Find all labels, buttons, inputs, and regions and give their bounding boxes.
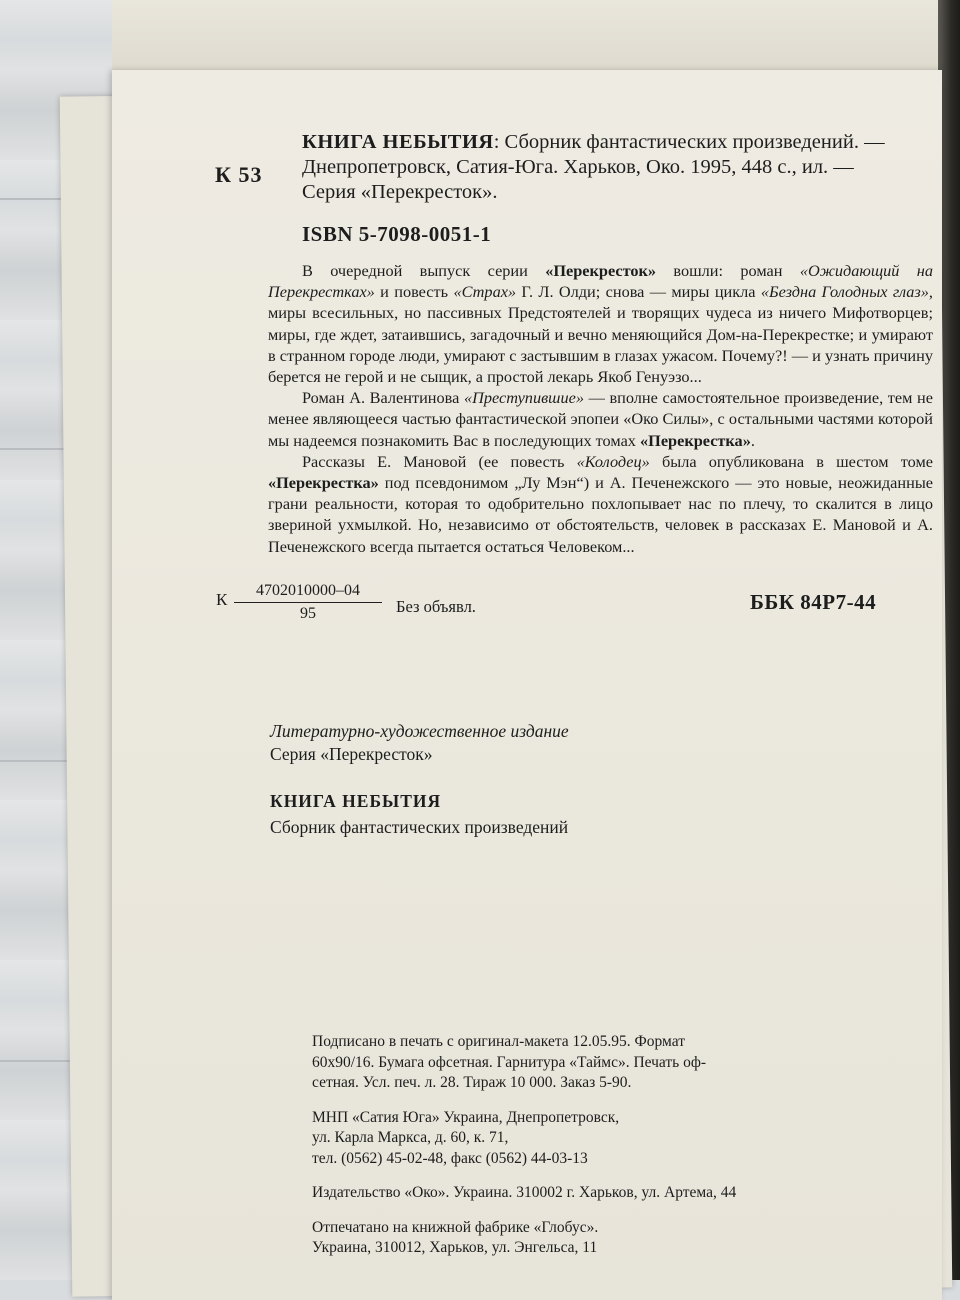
edition-series: Серия «Перекресток» — [270, 744, 433, 764]
annotation-run: «Страх» — [453, 282, 517, 302]
biblio-title: КНИГА НЕБЫТИЯ — [302, 131, 494, 153]
annotation-run: под псевдонимом „Лу Мэн“) и А. Печенежского — это новые, неожиданные грани реальности, которая то одобрительно похлопывает нас по плечу, то скалится в лицо звериной ухмылкой. Но, независимо от обстоятельств, человек в рассказах Е. Мановой и А. Печенежского всегда пытается остаться Человеком... — [268, 473, 933, 556]
annotation-run: «Бездна Голодных глаз» — [760, 282, 929, 302]
book-title: КНИГА НЕБЫТИЯ — [270, 791, 442, 811]
fraction-numerator: 4702010000–04 — [234, 582, 382, 603]
publisher-line: МНП «Сатия Юга» Украина, Днепропетровск, — [312, 1108, 620, 1126]
fraction-denominator: 95 — [300, 605, 316, 622]
annotation-paragraph-3 — [268, 451, 933, 557]
annotation-run: В очередной выпуск серии — [302, 261, 546, 280]
title-block — [270, 788, 568, 840]
publisher-line: тел. (0562) 45-02-48, факс (0562) 44-03-13 — [312, 1149, 588, 1167]
annotation-run: Роман А. Валентинова — [302, 388, 464, 408]
print-line: сетная. Усл. печ. л. 28. Тираж 10 000. Заказ 5-90. — [312, 1074, 632, 1091]
catalog-code: К 53 — [215, 162, 263, 187]
annotation — [268, 260, 933, 557]
spacer — [312, 1204, 736, 1218]
imprint — [312, 1032, 736, 1259]
biblio-line-3: Серия «Перекресток». — [302, 181, 498, 203]
annotation-run: и повесть — [374, 282, 454, 302]
annotation-run: «Ожидающий на Перекрестках» — [268, 261, 933, 302]
edition-type: Литературно-художественное издание — [270, 721, 569, 741]
book-subtitle: Сборник фантастических произведений — [270, 817, 569, 837]
annotation-run: . — [750, 430, 755, 450]
annotation-paragraph-2 — [268, 387, 933, 451]
printer-line: Украина, 310012, Харьков, ул. Энгельса, 11 — [312, 1239, 598, 1256]
spacer — [312, 1169, 736, 1183]
book-page — [112, 70, 942, 1300]
annotation-run: «Преступившие» — [463, 388, 584, 408]
print-line: Подписано в печать с оригинал-макета 12.05.95. Формат — [312, 1033, 686, 1050]
annotation-run: «Перекрестка» — [268, 473, 379, 493]
annotation-run: — вполне самостоятельное произведение, тем не менее являющееся частью фантастической эпопеи «Око Силы», с остальными частями которой мы надеемся познакомить Вас в последующих томах — [268, 388, 933, 450]
biblio-line-2: Днепропетровск, Сатия-Юга. Харьков, Око. 1995, 448 с., ил. — — [302, 156, 854, 178]
publisher-line: ул. Карла Маркса, д. 60, к. 71, — [312, 1129, 509, 1146]
print-line: 60х90/16. Бумага офсетная. Гарнитура «Таймс». Печать оф- — [312, 1053, 707, 1071]
bibliographic-record — [302, 130, 885, 205]
publisher-oko: Издательство «Око». Украина. 310002 г. Харьков, ул. Артема, 44 — [312, 1184, 737, 1201]
annotation-run: , миры всесильных, но пассивных Предстоятелей и творящих чудеса из ничего Мифотворцев; миры, где ждет, затаившись, загадочный и вечно меняющийся Дом-на-Перекрестке; и умирают в странном городе люди, умирают с застывшим в глазах ужасом. Почему?! — и узнать причину берется не герой и не сыщик, а простой лекарь Якоб Генуэзо... — [268, 282, 933, 387]
edition-info — [270, 720, 569, 766]
annotation-run: «Колодец» — [576, 451, 650, 471]
annotation-run: «Перекресток» — [545, 261, 657, 280]
annotation-run: вошли: роман — [656, 261, 800, 280]
annotation-run: Рассказы Е. Мановой (ее повесть — [302, 451, 577, 471]
fraction-prefix: К — [216, 590, 228, 609]
catalog-fraction — [234, 582, 382, 623]
biblio-line-1-rest: : Сборник фантастических произведений. — — [493, 131, 885, 153]
no-announcement: Без объявл. — [396, 597, 476, 616]
bbk-code: ББК 84Р7-44 — [750, 590, 877, 614]
annotation-run: «Перекрестка» — [640, 430, 751, 450]
annotation-run: Г. Л. Олди; снова — миры цикла — [516, 282, 761, 302]
annotation-run: была опубликована в шестом томе — [649, 451, 933, 471]
isbn: ISBN 5-7098-0051-1 — [302, 222, 492, 246]
printer-line: Отпечатано на книжной фабрике «Глобус». — [312, 1218, 599, 1236]
annotation-paragraph-1 — [268, 260, 933, 387]
spacer — [312, 1094, 736, 1108]
biblio-line-1 — [302, 130, 885, 155]
